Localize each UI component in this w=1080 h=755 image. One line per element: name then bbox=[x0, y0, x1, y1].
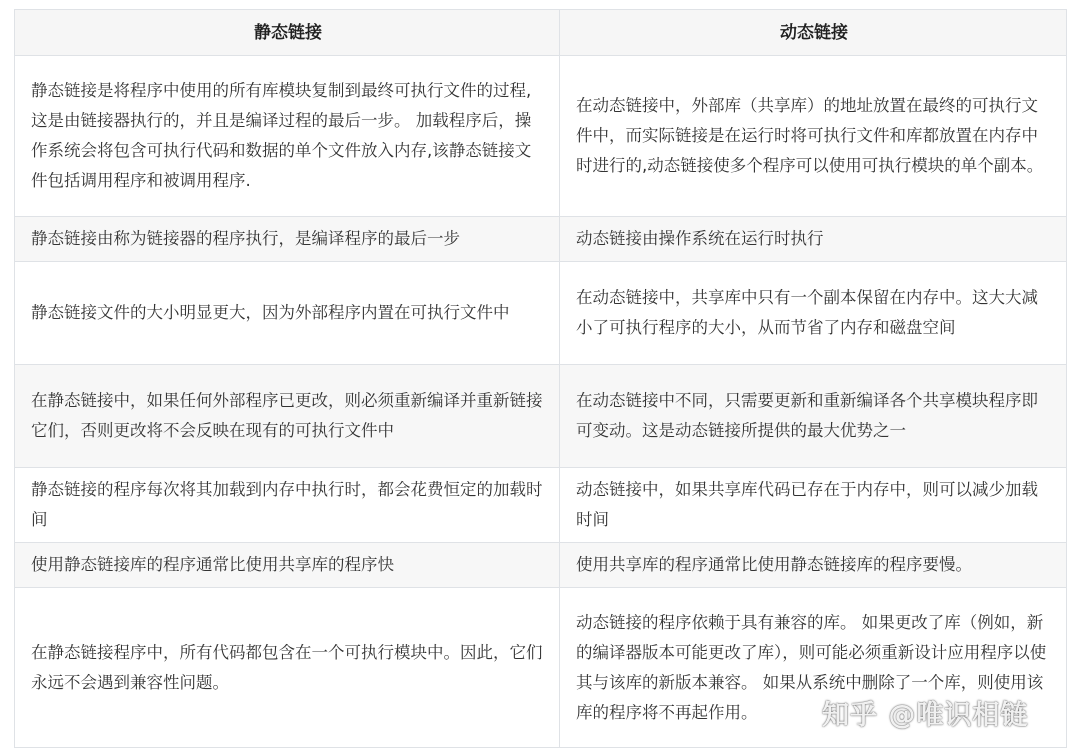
cell-static: 使用静态链接库的程序通常比使用共享库的程序快 bbox=[15, 543, 560, 588]
table-row bbox=[15, 217, 1067, 262]
zhihu-watermark: 知乎 @唯识相链 bbox=[822, 700, 1029, 731]
cell-static: 在静态链接中，如果任何外部程序已更改，则必须重新编译并重新链接它们，否则更改将不会反映在现有的可执行文件中 bbox=[15, 365, 560, 468]
cell-dynamic: 在动态链接中，共享库中只有一个副本保留在内存中。这大大减小了可执行程序的大小，从而节省了内存和磁盘空间 bbox=[560, 262, 1067, 365]
cell-dynamic: 使用共享库的程序通常比使用静态链接库的程序要慢。 bbox=[560, 543, 1067, 588]
cell-static: 静态链接由称为链接器的程序执行，是编译程序的最后一步 bbox=[15, 217, 560, 262]
table-row bbox=[15, 468, 1067, 543]
cell-dynamic: 动态链接中，如果共享库代码已存在于内存中，则可以减少加载时间 bbox=[560, 468, 1067, 543]
cell-dynamic: 动态链接由操作系统在运行时执行 bbox=[560, 217, 1067, 262]
header-static-linking: 静态链接 bbox=[15, 10, 560, 56]
table-header-row bbox=[15, 10, 1067, 56]
cell-dynamic: 动态链接的程序依赖于具有兼容的库。 如果更改了库（例如，新的编译器版本可能更改了库），则可能必须重新设计应用程序以使其与该库的新版本兼容。 如果从系统中删除了一个库，则使用该库的程序将不再起作用。 bbox=[560, 588, 1067, 748]
cell-static: 静态链接的程序每次将其加载到内存中执行时，都会花费恒定的加载时间 bbox=[15, 468, 560, 543]
cell-dynamic: 在动态链接中不同，只需要更新和重新编译各个共享模块程序即可变动。这是动态链接所提供的最大优势之一 bbox=[560, 365, 1067, 468]
table-row bbox=[15, 262, 1067, 365]
table-row bbox=[15, 365, 1067, 468]
cell-dynamic: 在动态链接中，外部库（共享库）的地址放置在最终的可执行文件中，而实际链接是在运行时将可执行文件和库都放置在内存中时进行的,动态链接使多个程序可以使用可执行模块的单个副本。 bbox=[560, 56, 1067, 217]
cell-static: 静态链接文件的大小明显更大，因为外部程序内置在可执行文件中 bbox=[15, 262, 560, 365]
cell-static: 在静态链接程序中，所有代码都包含在一个可执行模块中。因此，它们永远不会遇到兼容性问题。 bbox=[15, 588, 560, 748]
header-dynamic-linking: 动态链接 bbox=[560, 10, 1067, 56]
comparison-table bbox=[14, 9, 1067, 748]
table-row bbox=[15, 588, 1067, 748]
table-row bbox=[15, 56, 1067, 217]
cell-static: 静态链接是将程序中使用的所有库模块复制到最终可执行文件的过程,这是由链接器执行的，并且是编译过程的最后一步。 加载程序后，操作系统会将包含可执行代码和数据的单个文件放入内存,该静态链接文件包括调用程序和被调用程序. bbox=[15, 56, 560, 217]
comparison-table-container bbox=[14, 9, 1066, 748]
table-row bbox=[15, 543, 1067, 588]
